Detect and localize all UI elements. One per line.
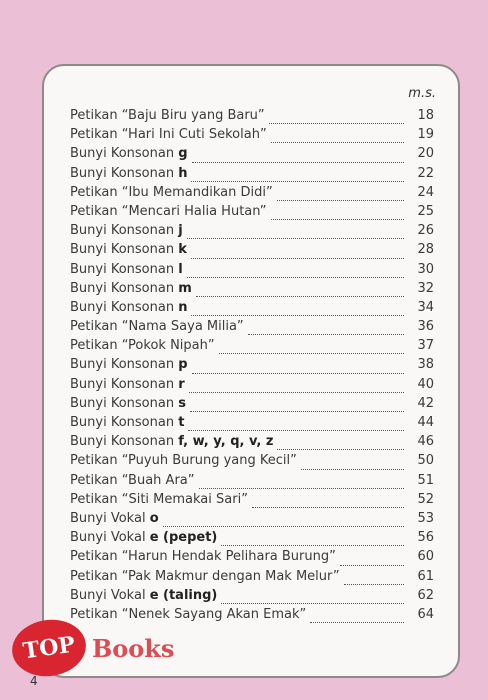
entry-title	[70, 588, 217, 603]
entry-page-number: 26	[417, 223, 434, 239]
dot-leader	[219, 353, 404, 354]
entry-title-text: Petikan “Baju Biru yang Baru”	[70, 108, 265, 123]
entry-title-text: Bunyi Vokal	[70, 530, 150, 546]
entry-title	[70, 377, 185, 392]
entry-title-text: Petikan “Pak Makmur dengan Mak Melur”	[70, 568, 340, 584]
contents-row	[70, 511, 434, 530]
dot-leader	[187, 277, 404, 278]
entry-highlight-letter: p	[178, 357, 188, 373]
dot-leader	[277, 449, 404, 450]
entry-page-number: 38	[417, 357, 434, 373]
dot-leader	[192, 373, 404, 374]
entry-page-number: 52	[417, 491, 434, 507]
entry-page-number: 22	[417, 165, 434, 181]
entry-highlight-letter: o	[149, 510, 159, 526]
entry-title-text: Bunyi Vokal	[70, 587, 150, 603]
contents-row	[70, 146, 434, 165]
dot-leader	[191, 315, 404, 316]
contents-row	[70, 319, 434, 338]
entry-highlight-letter: j	[178, 223, 183, 239]
entry-title-text: Bunyi Konsonan	[70, 146, 179, 162]
contents-row	[70, 281, 434, 300]
entry-page-number: 50	[417, 453, 434, 469]
entry-highlight-letter: g	[178, 146, 188, 162]
entry-page-number: 20	[417, 146, 434, 162]
entry-title	[70, 166, 187, 181]
contents-row	[70, 185, 434, 204]
page-column-label: m.s.	[408, 86, 436, 101]
entry-title-text: Bunyi Konsonan	[70, 415, 179, 430]
entry-page-number: 24	[417, 184, 434, 200]
entry-title-text: Petikan “Mencari Halia Hutan”	[70, 203, 267, 219]
contents-row	[70, 377, 434, 396]
contents-row	[70, 588, 434, 607]
contents-row	[70, 223, 434, 242]
top-badge: TOP	[8, 615, 89, 681]
contents-row	[70, 262, 434, 281]
contents-row	[70, 549, 434, 568]
dot-leader	[199, 488, 405, 489]
contents-list	[70, 108, 434, 626]
contents-row	[70, 396, 434, 415]
entry-title	[70, 108, 265, 123]
contents-row	[70, 300, 434, 319]
entry-title	[70, 185, 273, 200]
dot-leader	[189, 392, 404, 393]
entry-highlight-letter: e (pepet)	[149, 530, 218, 546]
entry-title	[70, 357, 188, 372]
entry-title	[70, 146, 188, 161]
contents-row	[70, 108, 434, 127]
entry-title	[70, 530, 217, 545]
topbooks-watermark-logo	[12, 620, 174, 676]
entry-title	[70, 453, 297, 468]
dot-leader	[192, 162, 404, 163]
entry-title-text: Bunyi Konsonan	[70, 261, 179, 277]
dot-leader	[271, 142, 404, 143]
entry-highlight-letter: s	[178, 395, 186, 411]
contents-row	[70, 338, 434, 357]
contents-panel	[42, 64, 460, 678]
entry-page-number: 32	[417, 280, 434, 296]
entry-page-number: 46	[417, 434, 434, 450]
entry-title-text: Bunyi Konsonan	[70, 357, 179, 373]
contents-row	[70, 434, 434, 453]
entry-page-number: 56	[417, 530, 434, 546]
dot-leader	[163, 526, 404, 527]
entry-page-number: 19	[417, 127, 434, 143]
dot-leader	[191, 258, 404, 259]
entry-title	[70, 204, 267, 219]
contents-row	[70, 204, 434, 223]
entry-title	[70, 396, 186, 411]
entry-page-number: 40	[417, 376, 434, 392]
entry-title-text: Bunyi Konsonan	[70, 395, 179, 411]
entry-title	[70, 492, 248, 507]
entry-title-text: Petikan “Puyuh Burung yang Kecil”	[70, 453, 297, 469]
entry-title-text: Petikan “Nenek Sayang Akan Emak”	[70, 606, 307, 622]
entry-title	[70, 300, 187, 315]
entry-page-number: 42	[417, 395, 434, 411]
dot-leader	[252, 507, 404, 508]
entry-page-number: 51	[417, 472, 434, 488]
entry-title-text: Bunyi Konsonan	[70, 242, 179, 258]
dot-leader	[221, 545, 404, 546]
dot-leader	[301, 469, 404, 470]
dot-leader	[269, 123, 404, 124]
entry-title-text: Petikan “Hari Ini Cuti Sekolah”	[70, 127, 267, 143]
entry-page-number: 62	[417, 587, 434, 603]
entry-title-text: Bunyi Konsonan	[70, 376, 179, 392]
entry-title-text: Bunyi Vokal	[70, 510, 150, 526]
dot-leader	[344, 584, 404, 585]
entry-title-text: Petikan “Nama Saya Milia”	[70, 319, 244, 335]
contents-row	[70, 127, 434, 146]
entry-page-number: 64	[417, 606, 434, 622]
entry-page-number: 25	[417, 203, 434, 219]
contents-row	[70, 453, 434, 472]
contents-row	[70, 242, 434, 261]
dot-leader	[221, 603, 404, 604]
entry-page-number: 44	[417, 415, 434, 430]
entry-page-number: 36	[417, 319, 434, 335]
entry-page-number: 53	[417, 510, 434, 526]
dot-leader	[340, 565, 404, 566]
entry-title	[70, 569, 340, 584]
dot-leader	[190, 411, 404, 412]
entry-highlight-letter: m	[178, 280, 192, 296]
entry-title-text: Petikan “Pokok Nipah”	[70, 338, 215, 354]
dot-leader	[310, 622, 404, 623]
books-wordmark: Books	[92, 633, 175, 663]
entry-page-number: 28	[417, 242, 434, 258]
contents-row	[70, 492, 434, 511]
dot-leader	[248, 334, 404, 335]
dot-leader	[196, 296, 404, 297]
entry-page-number: 60	[417, 549, 434, 565]
dot-leader	[271, 219, 404, 220]
entry-highlight-letter: e (taling)	[149, 587, 218, 603]
entry-title	[70, 127, 267, 142]
entry-highlight-letter: f, w, y, q, v, z	[178, 434, 274, 450]
entry-title-text: Petikan “Siti Memakai Sari”	[70, 491, 248, 507]
entry-page-number: 18	[417, 108, 434, 123]
entry-title	[70, 415, 184, 430]
entry-title	[70, 223, 183, 238]
contents-row	[70, 473, 434, 492]
entry-highlight-letter: n	[178, 299, 188, 315]
entry-page-number: 61	[417, 568, 434, 584]
entry-title	[70, 262, 183, 277]
entry-title-text: Petikan “Buah Ara”	[70, 472, 195, 488]
entry-highlight-letter: t	[178, 415, 185, 430]
entry-title-text: Bunyi Konsonan	[70, 280, 179, 296]
entry-highlight-letter: k	[178, 242, 187, 258]
entry-title-text: Petikan “Ibu Memandikan Didi”	[70, 184, 273, 200]
entry-highlight-letter: h	[178, 165, 188, 181]
entry-page-number: 34	[417, 299, 434, 315]
entry-title	[70, 242, 187, 257]
page-number: 4	[30, 674, 38, 688]
contents-row	[70, 415, 434, 434]
entry-title	[70, 281, 192, 296]
entry-title-text: Bunyi Konsonan	[70, 299, 179, 315]
dot-leader	[191, 181, 404, 182]
dot-leader	[277, 200, 404, 201]
entry-title	[70, 549, 336, 564]
entry-title	[70, 338, 215, 353]
contents-row	[70, 569, 434, 588]
contents-row	[70, 166, 434, 185]
entry-title	[70, 434, 273, 449]
entry-highlight-letter: l	[178, 261, 183, 277]
entry-highlight-letter: r	[178, 376, 185, 392]
entry-title-text: Bunyi Konsonan	[70, 434, 179, 450]
entry-title	[70, 319, 244, 334]
entry-title	[70, 473, 195, 488]
entry-title-text: Bunyi Konsonan	[70, 165, 179, 181]
entry-title-text: Bunyi Konsonan	[70, 223, 179, 239]
contents-row	[70, 357, 434, 376]
contents-row	[70, 530, 434, 549]
entry-title-text: Petikan “Harun Hendak Pelihara Burung”	[70, 549, 336, 565]
entry-title	[70, 511, 159, 526]
entry-page-number: 30	[417, 261, 434, 277]
dot-leader	[188, 430, 404, 431]
entry-page-number: 37	[417, 338, 434, 354]
dot-leader	[187, 238, 404, 239]
